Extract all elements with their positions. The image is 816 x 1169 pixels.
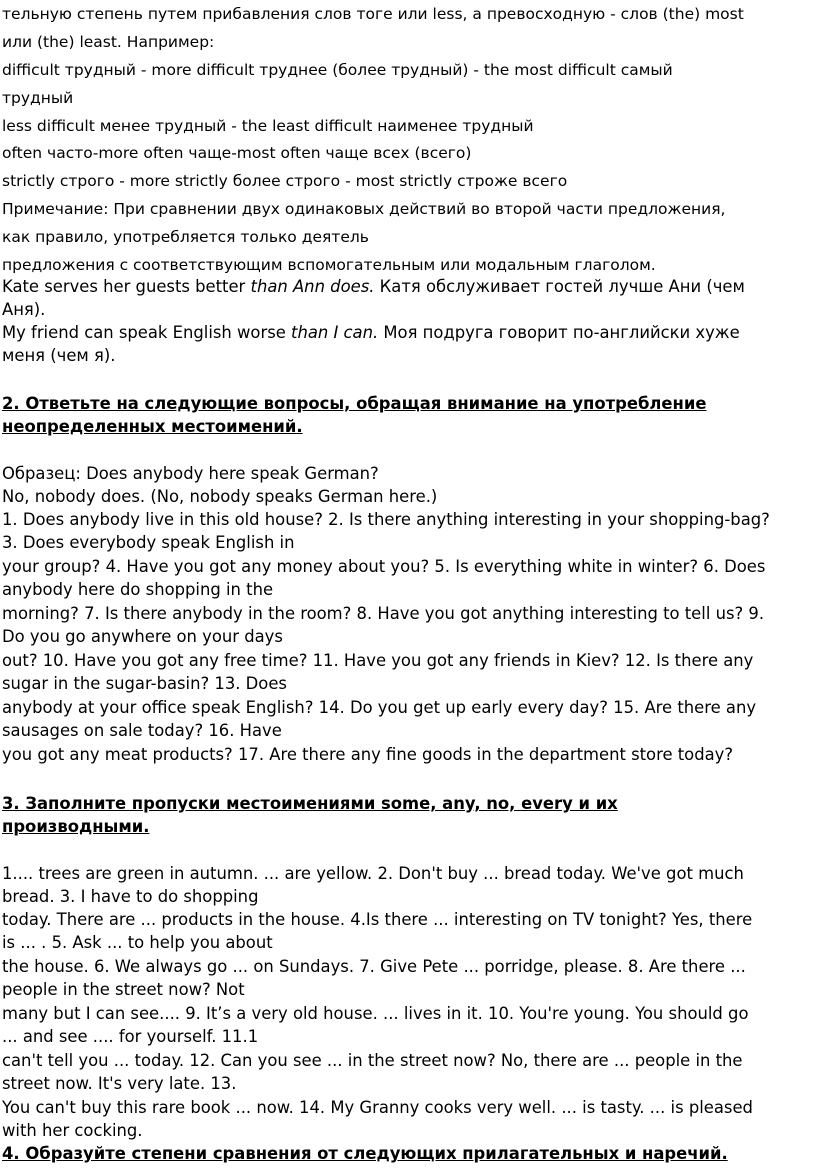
paragraph-line: bread. 3. I have to do shopping [2,887,259,906]
paragraph-line: morning? 7. Is there anybody in the room? 8. Have you got anything interesting to tell us? 9. [2,604,765,623]
paragraph-line: is ... . 5. Ask ... to help you about [2,933,273,952]
section-heading: неопределенных местоимений. [2,417,303,436]
paragraph-line: No, nobody does. (No, nobody speaks German here.) [2,487,438,506]
paragraph-line: with her cocking. [2,1121,143,1140]
intro-note: предложения с соответствующим вспомогательным или модальным глаголом. [2,256,656,274]
intro-note: Примечание: При сравнении двух одинаковых действий во второй части предложения, [2,200,726,218]
paragraph-line: people in the street now? Not [2,980,245,999]
example-sentence: Аня). [2,300,46,319]
paragraph-line: 3. Does everybody speak English in [2,533,295,552]
paragraph-line: ... and see .... for yourself. 11.1 [2,1027,259,1046]
intro-line: often часто-more often чаще-most often чаще всех (всего) [2,144,472,162]
paragraph-line: you got any meat products? 17. Are there any fine goods in the department store today? [2,745,734,764]
paragraph-line: out? 10. Have you got any free time? 11. Have you got any friends in Kiev? 12. Is there any [2,651,754,670]
intro-line: тельную степень путем прибавления слов тоге или less, а превосходную - слов (the) most [2,5,744,23]
paragraph-line: anybody here do shopping in the [2,580,274,599]
paragraph-line: You can't buy this rare book ... now. 14. My Granny cooks very well. ... is tasty. ... is pleased [2,1098,753,1117]
paragraph-line: 1. Does anybody live in this old house? 2. Is there anything interesting in your shopping-bag? [2,510,770,529]
intro-note: как правило, употребляется только деятель [2,228,369,246]
example-sentence: My friend can speak English worse than I can. Моя подруга говорит по-английски хуже [2,323,740,342]
intro-line: трудный [2,89,74,107]
paragraph-line: Do you go anywhere on your days [2,627,283,646]
paragraph-line: 1.... trees are green in autumn. ... are yellow. 2. Don't buy ... bread today. We've got much [2,864,744,883]
paragraph-line: your group? 4. Have you got any money about you? 5. Is everything white in winter? 6. Does [2,557,766,576]
section-heading: 4. Образуйте степени сравнения от следующих прилагательных и наречий. [2,1144,728,1163]
intro-line: difficult трудный - more difficult труднее (более трудный) - the most difficult самый [2,61,673,79]
paragraph-line: today. There are ... products in the house. 4.Is there ... interesting on TV tonight? Yes, there [2,910,753,929]
paragraph-line: sugar in the sugar-basin? 13. Does [2,674,287,693]
paragraph-line: anybody at your office speak English? 14. Do you get up early every day? 15. Are there any [2,698,757,717]
intro-line: strictly строго - more strictly более строго - most strictly строже всего [2,172,568,190]
paragraph-line: street now. It's very late. 13. [2,1074,237,1093]
intro-line: или (the) least. Например: [2,33,215,51]
section-heading: 3. Заполните пропуски местоимениями some, any, no, every и их [2,794,618,813]
example-sentence: Kate serves her guests better than Ann does. Катя обслуживает гостей лучше Ани (чем [2,277,745,296]
paragraph-line: Образец: Does anybody here speak German? [2,464,379,483]
paragraph-line: the house. 6. We always go ... on Sundays. 7. Give Pete ... porridge, please. 8. Are there ... [2,957,746,976]
section-heading: производными. [2,817,150,836]
paragraph-line: sausages on sale today? 16. Have [2,721,282,740]
paragraph-line: can't tell you ... today. 12. Can you see ... in the street now? No, there are ... people in the [2,1051,743,1070]
intro-line: less difficult менее трудный - the least difficult наименее трудный [2,117,534,135]
section-heading: 2. Ответьте на следующие вопросы, обращая внимание на употребление [2,394,707,413]
paragraph-line: many but I can see.... 9. It’s a very old house. ... lives in it. 10. You're young. You should go [2,1004,749,1023]
example-sentence: меня (чем я). [2,346,116,365]
